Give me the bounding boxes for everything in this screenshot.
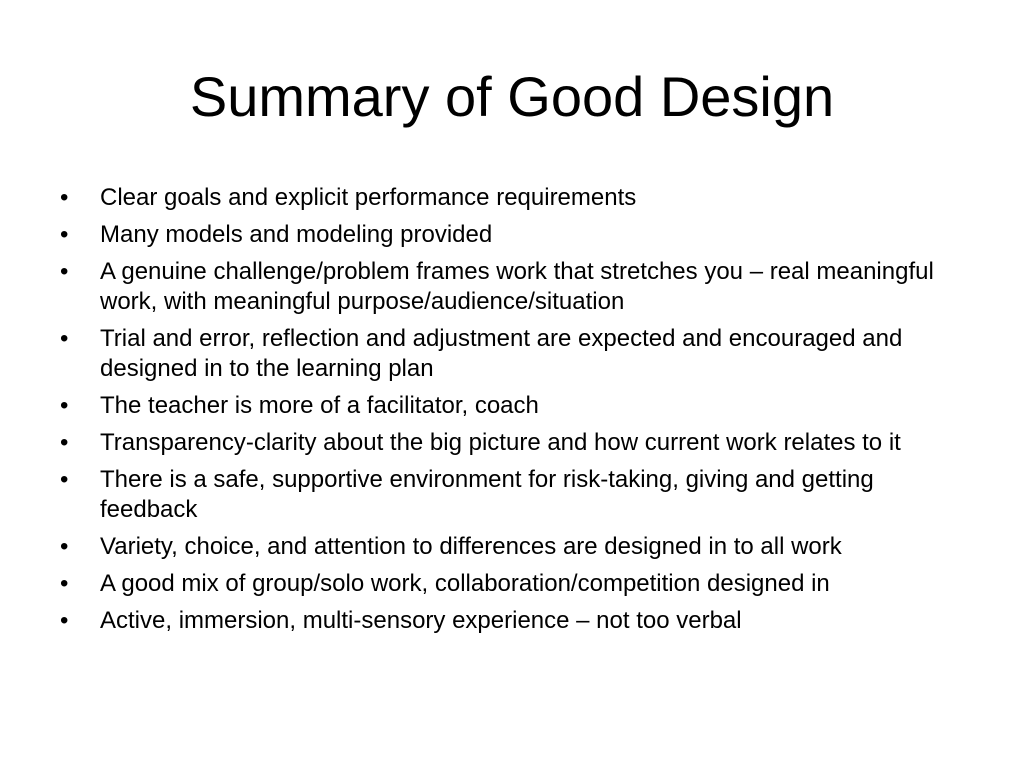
bullet-marker: •	[60, 429, 69, 456]
bullet-text: Active, immersion, multi-sensory experience – not too verbal	[100, 607, 742, 634]
bullet-item	[60, 465, 960, 525]
bullet-item	[60, 324, 960, 384]
bullet-text: The teacher is more of a facilitator, coach	[100, 392, 539, 419]
bullet-marker: •	[60, 570, 69, 597]
bullet-text: Transparency-clarity about the big picture and how current work relates to it	[100, 429, 901, 456]
bullet-text: A good mix of group/solo work, collaboration/competition designed in	[100, 570, 830, 597]
bullet-item	[60, 606, 960, 636]
bullet-list	[60, 183, 960, 643]
bullet-item	[60, 391, 960, 421]
bullet-text: A genuine challenge/problem frames work that stretches you – real meaningful work, with meaningful purpose/audience/situation	[100, 258, 934, 315]
bullet-item	[60, 257, 960, 317]
bullet-item	[60, 569, 960, 599]
bullet-text: There is a safe, supportive environment for risk-taking, giving and getting feedback	[100, 466, 874, 523]
bullet-text: Many models and modeling provided	[100, 221, 493, 248]
bullet-text: Clear goals and explicit performance requirements	[100, 184, 637, 211]
bullet-marker: •	[60, 221, 69, 248]
bullet-text: Trial and error, reflection and adjustment are expected and encouraged and designed in to the learning plan	[100, 325, 903, 382]
bullet-marker: •	[60, 533, 69, 560]
bullet-marker: •	[60, 392, 69, 419]
bullet-item	[60, 532, 960, 562]
bullet-text: Variety, choice, and attention to differences are designed in to all work	[100, 533, 842, 560]
bullet-item	[60, 220, 960, 250]
slide-title: Summary of Good Design	[189, 65, 835, 128]
bullet-marker: •	[60, 607, 69, 634]
bullet-item	[60, 428, 960, 458]
bullet-marker: •	[60, 325, 69, 352]
bullet-marker: •	[60, 184, 69, 211]
bullet-marker: •	[60, 466, 69, 493]
bullet-marker: •	[60, 258, 69, 285]
bullet-item	[60, 183, 960, 213]
